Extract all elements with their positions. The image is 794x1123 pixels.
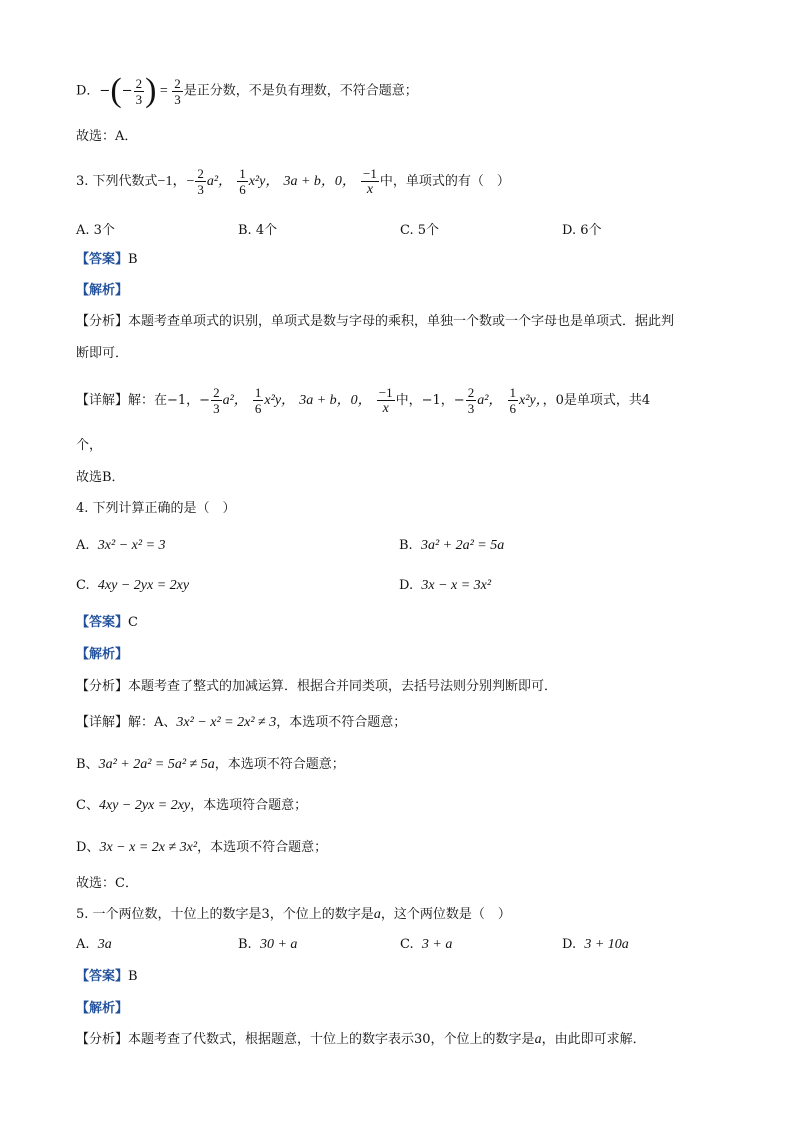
- q5-option-d: D. 3 + 10a: [562, 937, 629, 952]
- q5-analysis-tag: 【解析】: [76, 1001, 129, 1016]
- q5-answer: 【答案】B: [76, 969, 138, 984]
- q3-answer: 【答案】B: [76, 252, 138, 267]
- q3-analysis-tag: 【解析】: [76, 283, 129, 298]
- text: D．−: [76, 83, 111, 99]
- q4-option-c: C. 4xy − 2yx = 2xy: [76, 578, 190, 593]
- fraction: $\frac{2}{3}$: [467, 385, 475, 416]
- q3-option-c: C. 5个: [400, 223, 440, 238]
- q4-xiangjie-b: B、3a² + 2a² = 5a² ≠ 5a，本选项不符合题意；: [76, 757, 345, 772]
- q5-option-a: A. 3a: [76, 937, 112, 952]
- q3-fenxi-cont: 断即可．: [76, 346, 129, 361]
- fraction: $\frac{1}{6}$: [239, 166, 246, 197]
- equals: =: [156, 83, 172, 99]
- fraction: $\frac{-1}{x}$: [363, 166, 377, 197]
- q5-stem: 5. 一个两位数，十位上的数字是3，个位上的数字是a，这个两位数是（ ）: [76, 907, 511, 922]
- q4-answer: 【答案】C: [76, 615, 138, 630]
- q3-xiangjie: 【详解】解：在−1，− $\frac{2}{3}$ a²， $\frac{1}{6}$ x²y， 3a + b，0， $\frac{-1}{x}$ 中，−1，− $\frac{2}{3}$ a²， $\frac{1}{6}$ x²y，，0是单项式，共4: [76, 385, 651, 416]
- q3-conclusion: 故选B．: [76, 470, 125, 485]
- fraction: $\frac{1}{6}$: [509, 385, 517, 416]
- option-d-explanation: [76, 74, 418, 108]
- q3-fenxi: 【分析】本题考查单项式的识别，单项式是数与字母的乘积，单独一个数或一个字母也是单项式．据此判: [76, 314, 675, 329]
- q4-stem: 4. 下列计算正确的是（ ）: [76, 501, 236, 516]
- q3-stem: 3. 下列代数式−1，− $\frac{2}{3}$ a²， $\frac{1}{6}$ x²y， 3a + b，0， $\frac{-1}{x}$ 中，单项式的有（ ）: [76, 166, 510, 197]
- right-paren: ): [145, 72, 157, 109]
- q5-fenxi: 【分析】本题考查了代数式，根据题意，十位上的数字表示30，个位上的数字是a，由此即可求解．: [76, 1032, 646, 1047]
- fraction: $\frac{2}{3}$: [135, 75, 143, 107]
- q4-xiangjie-a: 【详解】解：A、3x² − x² = 2x² ≠ 3，本选项不符合题意；: [76, 715, 407, 730]
- q3-option-a: A. 3个: [76, 223, 115, 238]
- q4-xiangjie-c: C、4xy − 2yx = 2xy，本选项符合题意；: [76, 798, 308, 813]
- fraction: $\frac{2}{3}$: [174, 75, 181, 107]
- q3-option-d: D. 6个: [562, 223, 602, 238]
- q4-fenxi: 【分析】本题考查了整式的加减运算．根据合并同类项，去括号法则分别判断即可．: [76, 679, 558, 694]
- q5-option-b: B. 30 + a: [238, 937, 298, 952]
- q4-option-a: A. 3x² − x² = 3: [76, 538, 166, 553]
- left-paren: (: [110, 72, 122, 109]
- minus: −: [121, 83, 133, 99]
- q5-option-c: C. 3 + a: [400, 937, 453, 952]
- q4-analysis-tag: 【解析】: [76, 647, 129, 662]
- fraction: $\frac{1}{6}$: [254, 385, 262, 416]
- q2-conclusion: 故选：A．: [76, 129, 138, 144]
- text: 是正分数，不是负有理数，不符合题意；: [183, 83, 418, 99]
- q4-option-b: B. 3a² + 2a² = 5a: [399, 538, 505, 553]
- q4-xiangjie-d: D、3x − x = 2x ≠ 3x²，本选项不符合题意；: [76, 840, 328, 855]
- fraction: $\frac{2}{3}$: [197, 166, 204, 197]
- q3-option-b: B. 4个: [238, 223, 278, 238]
- q4-option-d: D. 3x − x = 3x²: [399, 578, 492, 593]
- fraction: $\frac{-1}{x}$: [378, 385, 393, 416]
- fraction: $\frac{2}{3}$: [213, 385, 220, 416]
- q3-xiangjie-cont: 个，: [76, 438, 103, 453]
- q4-conclusion: 故选：C．: [76, 876, 138, 891]
